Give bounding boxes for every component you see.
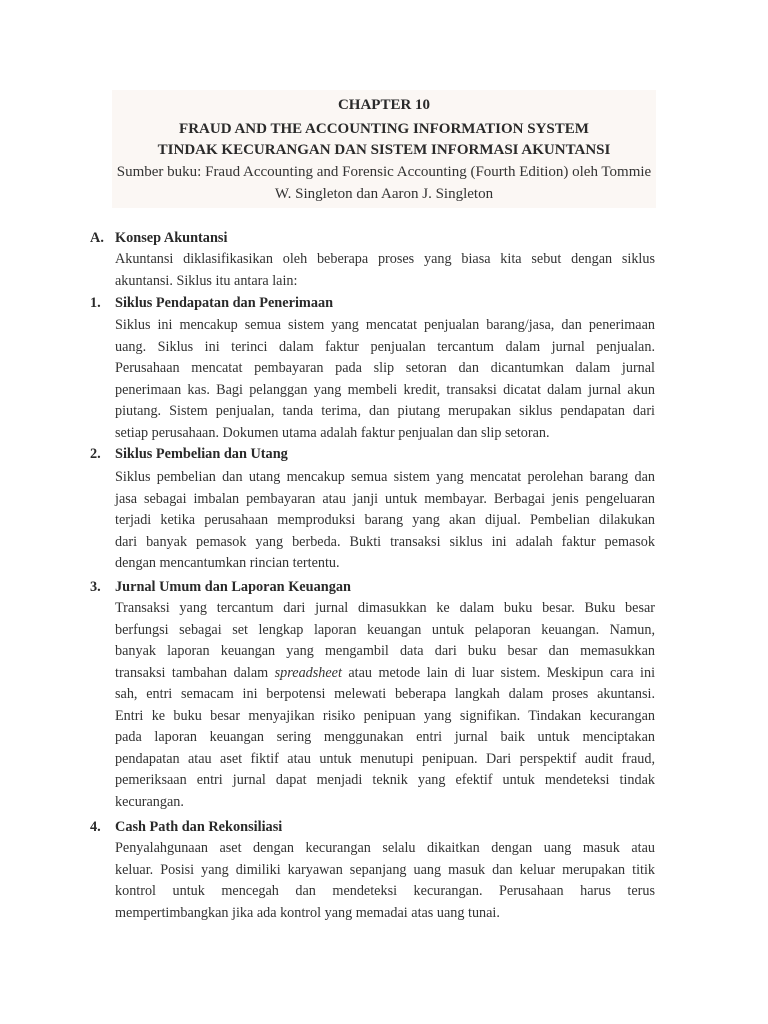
item-marker: 2. bbox=[90, 446, 101, 462]
paragraph-line: dengan mencantumkan rincian tertentu. bbox=[115, 555, 340, 571]
item-title: Jurnal Umum dan Laporan Keuangan bbox=[115, 579, 351, 595]
paragraph-line: dari banyak pemasok yang berbeda. Bukti transaksi siklus ini adalah faktur pemasok bbox=[115, 533, 655, 550]
paragraph-line: sah, entri semacam ini berpotensi melewati beberapa langkah dalam proses akuntansi. bbox=[115, 686, 655, 702]
chapter-label: CHAPTER 10 bbox=[337, 97, 431, 113]
item-paragraph bbox=[115, 467, 655, 575]
item-paragraph bbox=[115, 598, 655, 813]
item-paragraph bbox=[115, 838, 655, 924]
paragraph-line: pada laporan keuangan sering menggunakan entri jurnal baik untuk menciptakan bbox=[115, 729, 655, 745]
paragraph-line: Transaksi yang tercantum dari jurnal dimasukkan ke dalam buku besar. Buku besar bbox=[115, 600, 655, 616]
item-marker: 3. bbox=[90, 579, 101, 595]
section-paragraph bbox=[115, 249, 655, 292]
chapter-title-english: FRAUD AND THE ACCOUNTING INFORMATION SYSTEM bbox=[179, 121, 589, 137]
paragraph-line: transaksi tambahan dalam spreadsheet atau metode lain di luar sistem. Meskipun cara ini bbox=[115, 664, 656, 681]
paragraph-line: terjadi ketika perusahaan memproduksi barang yang akan dijual. Pembelian dilakukan bbox=[115, 512, 655, 528]
chapter-title-indonesian: TINDAK KECURANGAN DAN SISTEM INFORMASI AKUNTANSI bbox=[157, 142, 611, 158]
paragraph-line: banyak laporan keuangan yang mengambil data dari buku besar dan memasukkan bbox=[115, 643, 655, 659]
section-title: Konsep Akuntansi bbox=[115, 230, 228, 246]
paragraph-line: berfungsi sebagai set lengkap laporan keuangan untuk pelaporan keuangan. Namun, bbox=[115, 621, 655, 638]
item-marker: 4. bbox=[90, 819, 101, 835]
paragraph-line: Siklus pembelian dan utang mencakup semua sistem yang mencatat perolehan barang dan bbox=[115, 469, 655, 485]
paragraph-line: penerimaan kas. Bagi pelanggan yang membeli kredit, transaksi dicatat dalam jurnal akun bbox=[115, 381, 655, 398]
item-paragraph bbox=[115, 315, 655, 444]
paragraph-line: Akuntansi diklasifikasikan oleh beberapa proses yang biasa kita sebut dengan siklus bbox=[115, 251, 655, 267]
italic-term: spreadsheet bbox=[274, 664, 342, 681]
item-marker: 1. bbox=[90, 295, 101, 311]
paragraph-line: Penyalahgunaan aset dengan kecurangan selalu dikaitkan dengan uang masuk atau bbox=[115, 840, 655, 856]
item-title: Siklus Pembelian dan Utang bbox=[115, 446, 288, 462]
paragraph-line: keluar. Posisi yang dimiliki karyawan sepanjang uang masuk dan keluar merupakan titik bbox=[115, 861, 655, 878]
paragraph-line: pendapatan atau aset fiktif atau untuk menutupi penipuan. Dari perspektif audit fraud, bbox=[115, 750, 655, 767]
paragraph-line: jasa sebagai imbalan pembayaran atau janji untuk membayar. Berbagai jenis pengeluaran bbox=[115, 490, 655, 507]
paragraph-line: kecurangan. bbox=[115, 793, 184, 810]
paragraph-line: setiap perusahaan. Dokumen utama adalah faktur penjualan dan slip setoran. bbox=[115, 424, 550, 441]
paragraph-line: akuntansi. Siklus itu antara lain: bbox=[115, 272, 298, 289]
item-title: Siklus Pendapatan dan Penerimaan bbox=[115, 295, 334, 311]
item-title: Cash Path dan Rekonsiliasi bbox=[115, 819, 283, 835]
paragraph-line: uang. Siklus ini terinci dalam faktur penjualan tercantum dalam jurnal penjualan. bbox=[115, 338, 655, 355]
paragraph-line: Perusahaan mencatat pembayaran pada slip setoran dan dicantumkan dalam jurnal bbox=[115, 360, 655, 376]
source-line-2: W. Singleton dan Aaron J. Singleton bbox=[274, 186, 494, 202]
paragraph-line: kontrol untuk mencegah dan mendeteksi kecurangan. Perusahaan harus terus bbox=[115, 883, 655, 899]
paragraph-line: Entri ke buku besar menyajikan risiko penipuan yang signifikan. Tindakan kecurangan bbox=[115, 707, 655, 724]
paragraph-line: piutang. Sistem penjualan, tanda terima, dan piutang merupakan siklus pendapatan dari bbox=[115, 403, 655, 419]
section-marker: A. bbox=[90, 230, 104, 246]
paragraph-line: mempertimbangkan jika ada kontrol yang memadai atas uang tunai. bbox=[115, 904, 500, 921]
paragraph-line: Siklus ini mencakup semua sistem yang mencatat penjualan barang/jasa, dan penerimaan bbox=[115, 317, 655, 333]
paragraph-line: pemeriksaan entri jurnal dapat menjadi teknik yang efektif untuk mendeteksi tindak bbox=[115, 772, 655, 788]
source-line-1: Sumber buku: Fraud Accounting and Forensic Accounting (Fourth Edition) oleh Tommie bbox=[116, 164, 652, 180]
